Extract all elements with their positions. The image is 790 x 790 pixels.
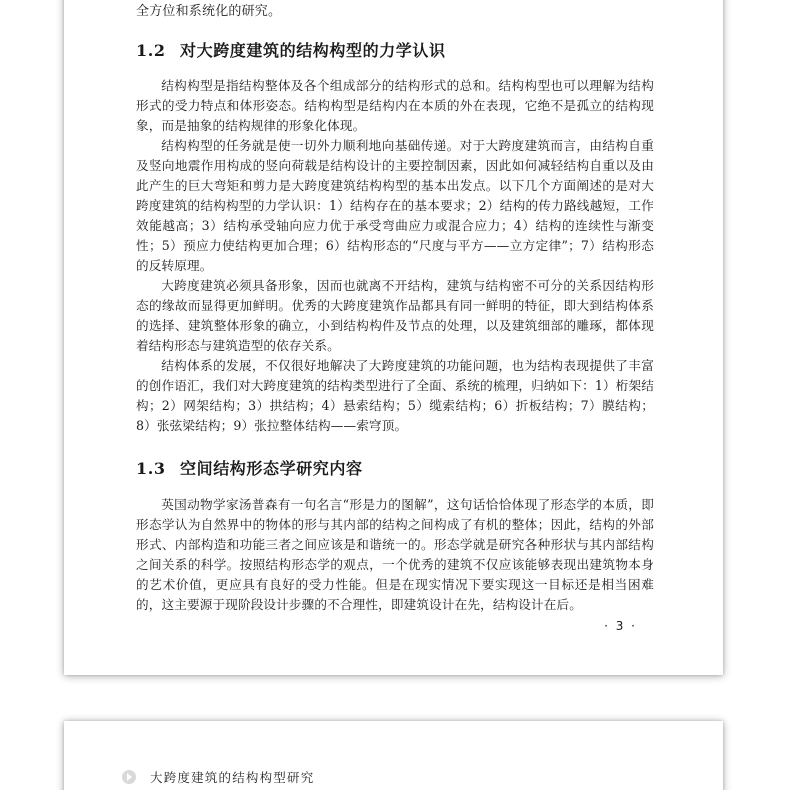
paragraph: 英国动物学家汤普森有一句名言“形是力的图解”，这句话恰恰体现了形态学的本质，即形态学认为自然界中的物体的形与其内部的结构之间构成了有机的整体；因此，结构的外部形式、内部构造和功能三者之间应该是和谐统一的。形态学就是研究各种形状与其内部结构之间关系的科学。按照结构形态学的观点，一个优秀的建筑不仅应该能够表现出建筑物本身的艺术价值，更应具有良好的受力性能。但是在现实情况下要实现这一目标还是相当困难的，这主要源于现阶段设计步骤的不合理性，即建筑设计在先，结构设计在后。 [136, 497, 654, 612]
section-1-2-body [136, 76, 654, 436]
paragraph: 结构体系的发展，不仅很好地解决了大跨度建筑的功能问题，也为结构表现提供了丰富的创作语汇，我们对大跨度建筑的结构类型进行了全面、系统的梳理，归纳如下：1）桁架结构；2）网架结构；3）拱结构；4）悬索结构；5）缆索结构；6）折板结构；7）膜结构；8）张弦梁结构；9）张拉整体结构——索穹顶。 [136, 358, 654, 433]
carryover-text: 全方位和系统化的研究。 [136, 4, 282, 19]
running-header-title: 大跨度建筑的结构构型研究 [150, 770, 315, 785]
paragraph: 结构构型的任务就是使一切外力顺利地向基础传递。对于大跨度建筑而言，由结构自重及竖向地震作用构成的竖向荷载是结构设计的主要控制因素，因此如何减轻结构自重以及由此产生的巨大弯矩和剪力是大跨度建筑结构构型的基本出发点。以下几个方面阐述的是对大跨度建筑的结构构型的力学认识：1）结构存在的基本要求；2）结构的传力路线越短，工作效能越高；3）结构承受轴向应力优于承受弯曲应力或混合应力；4）结构的连续性与渐变性；5）预应力使结构更加合理；6）结构形态的“尺度与平方——立方定律”；7）结构形态的反转原理。 [136, 138, 654, 273]
section-title: 对大跨度建筑的结构构型的力学认识 [180, 41, 446, 60]
section-1-3-body [136, 495, 654, 615]
paragraph: 结构构型是指结构整体及各个组成部分的结构形式的总和。结构构型也可以理解为结构形式的受力特点和体形姿态。结构构型是结构内在本质的外在表现，它绝不是孤立的结构现象，而是抽象的结构规律的形象化体现。 [136, 78, 654, 133]
paragraph: 大跨度建筑必须具备形象，因而也就离不开结构，建筑与结构密不可分的关系因结构形态的缘故而显得更加鲜明。优秀的大跨度建筑作品都具有同一鲜明的特征，即大到结构体系的选择、建筑整体形象的确立，小到结构构件及节点的处理，以及建筑细部的雕琢，都体现着结构形态与建筑造型的依存关系。 [136, 278, 654, 353]
document-page-4 [64, 721, 723, 790]
section-heading-1-2 [136, 38, 446, 61]
page-number: · 3 · [604, 619, 637, 633]
running-header [122, 768, 314, 786]
arrow-right-circle-icon [122, 770, 136, 784]
section-title: 空间结构形态学研究内容 [180, 459, 363, 478]
section-number: 1.3 [136, 459, 166, 478]
section-heading-1-3 [136, 456, 363, 479]
section-number: 1.2 [136, 41, 166, 60]
document-page-3 [64, 0, 723, 675]
